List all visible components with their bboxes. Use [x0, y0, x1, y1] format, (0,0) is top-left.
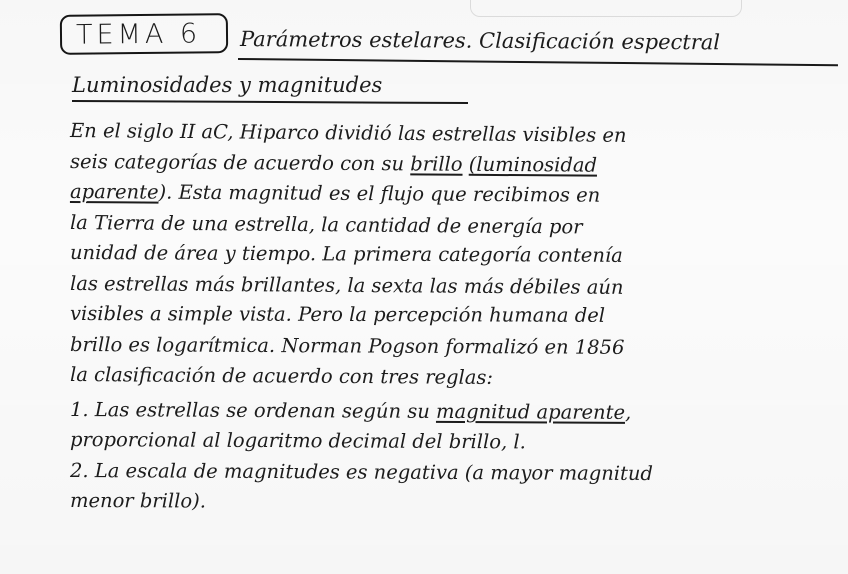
text-line-10 — [70, 395, 840, 430]
text-line-5 — [70, 238, 840, 273]
text-line-8-content: brillo es logarítmica. Norman Pogson formalizó en 1856 — [69, 332, 625, 359]
text-line-5-content: unidad de área y tiempo. La primera categoría contenía — [69, 241, 623, 267]
text-line-1-content: En el siglo II aC, Hiparco dividió las estrellas visibles en — [69, 119, 627, 147]
tema-label: TEMA 6 — [75, 18, 202, 51]
text-line-3 — [70, 177, 840, 213]
underlined-aparente: aparente — [69, 180, 159, 204]
page-title: Parámetros estelares. Clasificación espectral — [239, 27, 721, 55]
underlined-brillo: brillo — [410, 151, 463, 176]
text-line-6-content: las estrellas más brillantes, la sexta las más débiles aún — [69, 271, 624, 299]
text-line-4-content: la Tierra de una estrella, la cantidad de energía por — [69, 210, 583, 238]
text-line-7-content: visibles a simple vista. Pero la percepción humana del — [69, 302, 606, 327]
text-line-3-content: ). Esta magnitud es el flujo que recibimos en — [158, 180, 601, 207]
text-line-10-content: 1. Las estrellas se ordenan según su — [69, 397, 430, 423]
section-subtitle: Luminosidades y magnitudes — [72, 73, 383, 97]
text-line-13-content: menor brillo). — [69, 489, 206, 513]
text-line-9-content: la clasificación de acuerdo con tres reglas: — [69, 363, 494, 389]
text-line-13 — [70, 486, 840, 519]
body-text — [70, 116, 840, 517]
text-line-8 — [70, 330, 840, 365]
title-row — [60, 14, 840, 56]
text-line-12 — [70, 456, 840, 491]
text-line-12-content: 2. La escala de magnitudes es negativa (a mayor magnitud — [69, 458, 653, 485]
text-line-9 — [70, 360, 840, 396]
underlined-magnitud-aparente: magnitud aparente — [435, 399, 626, 424]
text-line-10-end: , — [624, 400, 632, 424]
underlined-luminosidad: (luminosidad — [468, 152, 598, 177]
tema-box — [60, 13, 228, 55]
text-line-11 — [70, 425, 840, 460]
text-line-2-content: seis categorías de acuerdo con su — [69, 149, 405, 175]
text-line-7 — [70, 299, 840, 332]
text-line-11-content: proporcional al logaritmo decimal del brillo, l. — [69, 428, 526, 454]
